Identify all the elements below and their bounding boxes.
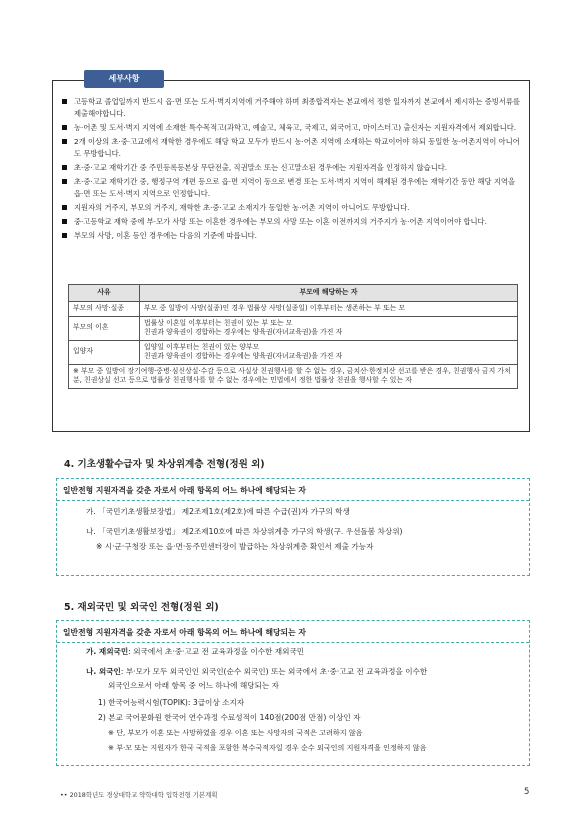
table-cell-reason: 부모의 사망·실종 bbox=[69, 302, 140, 317]
section5-item-ga-text: : 외국에서 초·중·고교 전 교육과정을 이수한 재외국민 bbox=[128, 647, 305, 656]
table-cell-reason: 입양자 bbox=[69, 340, 140, 364]
section4-item-ga: 가. 「국민기초생활보장법」 제2조제1호(제2호)에 따른 수급(권)자 가구의 학생 bbox=[86, 507, 350, 516]
section5-note2: ※ 부·모 또는 지원자가 한국 국적을 포함한 복수국적자일 경우 순수 외국인의 지원자격을 인정하지 않음 bbox=[108, 743, 427, 752]
section4-title: 4. 기초생활수급자 및 차상위계층 전형(정원 외) bbox=[64, 459, 265, 470]
parent-criteria-table bbox=[68, 284, 518, 389]
table-cell-desc: 입양일 이후부터는 친권이 있는 양부모 친권과 양육권이 경합하는 경우에는 양육권(자녀교육권)을 가진 자 bbox=[140, 340, 518, 364]
section4-note: ※ 시·군·구청장 또는 읍·면·동주민센터장이 발급하는 차상위계층 확인서 제출 가능자 bbox=[96, 542, 374, 551]
square-bullet-icon bbox=[62, 139, 67, 144]
bullet-item: 2개 이상의 초·중·고교에서 재학한 경우에도 해당 학교 모두가 반드시 농·어촌 지역에 소재하는 학교이어야 하되 동일한 농·어촌지역이 아니어도 무방합니다. bbox=[60, 136, 522, 160]
bullet-item: 농·어촌 및 도서·벽지 지역에 소재한 특수목적고(과학고, 예술고, 체육고, 국제고, 외국어고, 마이스터고) 출신자는 지원자격에서 제외합니다. bbox=[60, 122, 522, 134]
section5-item-ga-label: 가. 재외국민 bbox=[86, 647, 129, 656]
square-bullet-icon bbox=[62, 165, 67, 170]
table-cell-desc: 법률상 이혼일 이후부터는 친권이 있는 부 또는 모 친권과 양육권이 경합하는 경우에는 양육권(자녀교육권)을 가진 자 bbox=[140, 316, 518, 340]
square-bullet-icon bbox=[62, 179, 67, 184]
section5-item-ga bbox=[86, 646, 304, 658]
section4-divider bbox=[57, 500, 529, 501]
bullet-item: 고등학교 졸업일까지 반드시 읍·면 또는 도서·벽지지역에 거주해야 하며 최종합격자는 본교에서 정한 일자까지 본교에서 제시하는 증빙서류를 제출해야합니다. bbox=[60, 96, 522, 120]
section4-head: 일반전형 지원자격을 갖춘 자로서 아래 항목의 어느 하나에 해당되는 자 bbox=[63, 486, 306, 495]
section5-item-na-text: : 부·모가 모두 외국인인 외국인(순수 외국인) 또는 외국에서 초·중·고교 전 교육과정을 이수한 bbox=[120, 667, 428, 676]
table-row bbox=[69, 316, 518, 340]
section5-sub1: 1) 한국어능력시험(TOPIK): 3급이상 소지자 bbox=[98, 698, 245, 707]
bullet-item: 초·중·고교 재학기간 중 주민등록등본상 무단전출, 직권말소 또는 신고말소된 경우에는 지원자격을 인정하지 않습니다. bbox=[60, 162, 522, 174]
section5-item-na-label: 나. 외국인 bbox=[86, 667, 121, 676]
bullet-item: 초·중·고교 재학기간 중, 행정구역 개편 등으로 읍·면 지역이 동으로 변경 또는 도서·벽지 지역이 해제된 경우에는 재학기간 동안 해당 지역을 읍·면 또는 도서·벽지 지역으로 인정합니다. bbox=[60, 176, 522, 200]
table-header-reason: 사유 bbox=[69, 285, 140, 302]
table-header-row bbox=[69, 285, 518, 302]
table-header-desc: 부모에 해당하는 자 bbox=[140, 285, 518, 302]
square-bullet-icon bbox=[62, 205, 67, 210]
square-bullet-icon bbox=[62, 233, 67, 238]
square-bullet-icon bbox=[62, 219, 67, 224]
table-row bbox=[69, 340, 518, 364]
details-bullet-list bbox=[60, 96, 522, 244]
bullet-item: 중·고등학교 재학 중에 부·모가 사망 또는 이혼한 경우에는 부모의 사망 또는 이혼 이전까지의 거주지가 농·어촌 지역이어야 합니다. bbox=[60, 216, 522, 228]
section5-sub2: 2) 본교 국어문화원 한국어 연수과정 수료성적이 140점(200점 만점) 이상인 자 bbox=[98, 713, 361, 722]
bullet-item: 지원자의 거주지, 부모의 거주지, 재학한 초·중·고교 소재지가 동일한 농·어촌 지역이 아니어도 무방합니다. bbox=[60, 202, 522, 214]
table-cell-reason: 부모의 이혼 bbox=[69, 316, 140, 340]
section5-item-na-cont: 외국인으로서 아래 항목 중 어느 하나에 해당되는 자 bbox=[108, 681, 279, 690]
section5-title: 5. 재외국민 및 외국인 전형(정원 외) bbox=[64, 602, 219, 613]
section5-item-na bbox=[86, 666, 427, 678]
square-bullet-icon bbox=[62, 125, 67, 130]
square-bullet-icon bbox=[62, 99, 67, 104]
section5-divider bbox=[57, 642, 529, 643]
table-note-row bbox=[69, 364, 518, 388]
details-tab-label: 세부사항 bbox=[84, 70, 164, 88]
section5-note1: ※ 단, 부모가 이혼 또는 사망하였을 경우 이혼 또는 사망자의 국적은 고려하지 않음 bbox=[108, 728, 363, 737]
footer-text: •• 2018학년도 경상대학교 약학대학 입학전형 기본계획 bbox=[60, 791, 218, 799]
table-cell-desc: 부모 중 일방이 사망(실종)인 경우 법률상 사망(실종일) 이후부터는 생존하는 부 또는 모 bbox=[140, 302, 518, 317]
section5-head: 일반전형 지원자격을 갖춘 자로서 아래 항목의 어느 하나에 해당되는 자 bbox=[63, 628, 306, 637]
table-note: ※ 부모 중 일방이 장기여행·중병·심신상실·수감 등으로 사실상 친권행사를 할 수 없는 경우, 금치산·한정치산 선고를 받은 경우, 친권행사 금지 가처분, 친권상실 선고 등으로 법률상 친권행사를 할 수 없는 경우에는 민법에서 정한 법률상 친권을 행사할 수 있는 자 bbox=[69, 364, 518, 388]
section4-item-na: 나. 「국민기초생활보장법」 제2조제10호에 따른 차상위계층 가구의 학생(구. 우선돌봄 차상위) bbox=[86, 527, 403, 536]
page-number: 5 bbox=[524, 787, 530, 797]
table-row bbox=[69, 302, 518, 317]
bullet-item: 부모의 사망, 이혼 등인 경우에는 다음의 기준에 따릅니다. bbox=[60, 230, 522, 242]
